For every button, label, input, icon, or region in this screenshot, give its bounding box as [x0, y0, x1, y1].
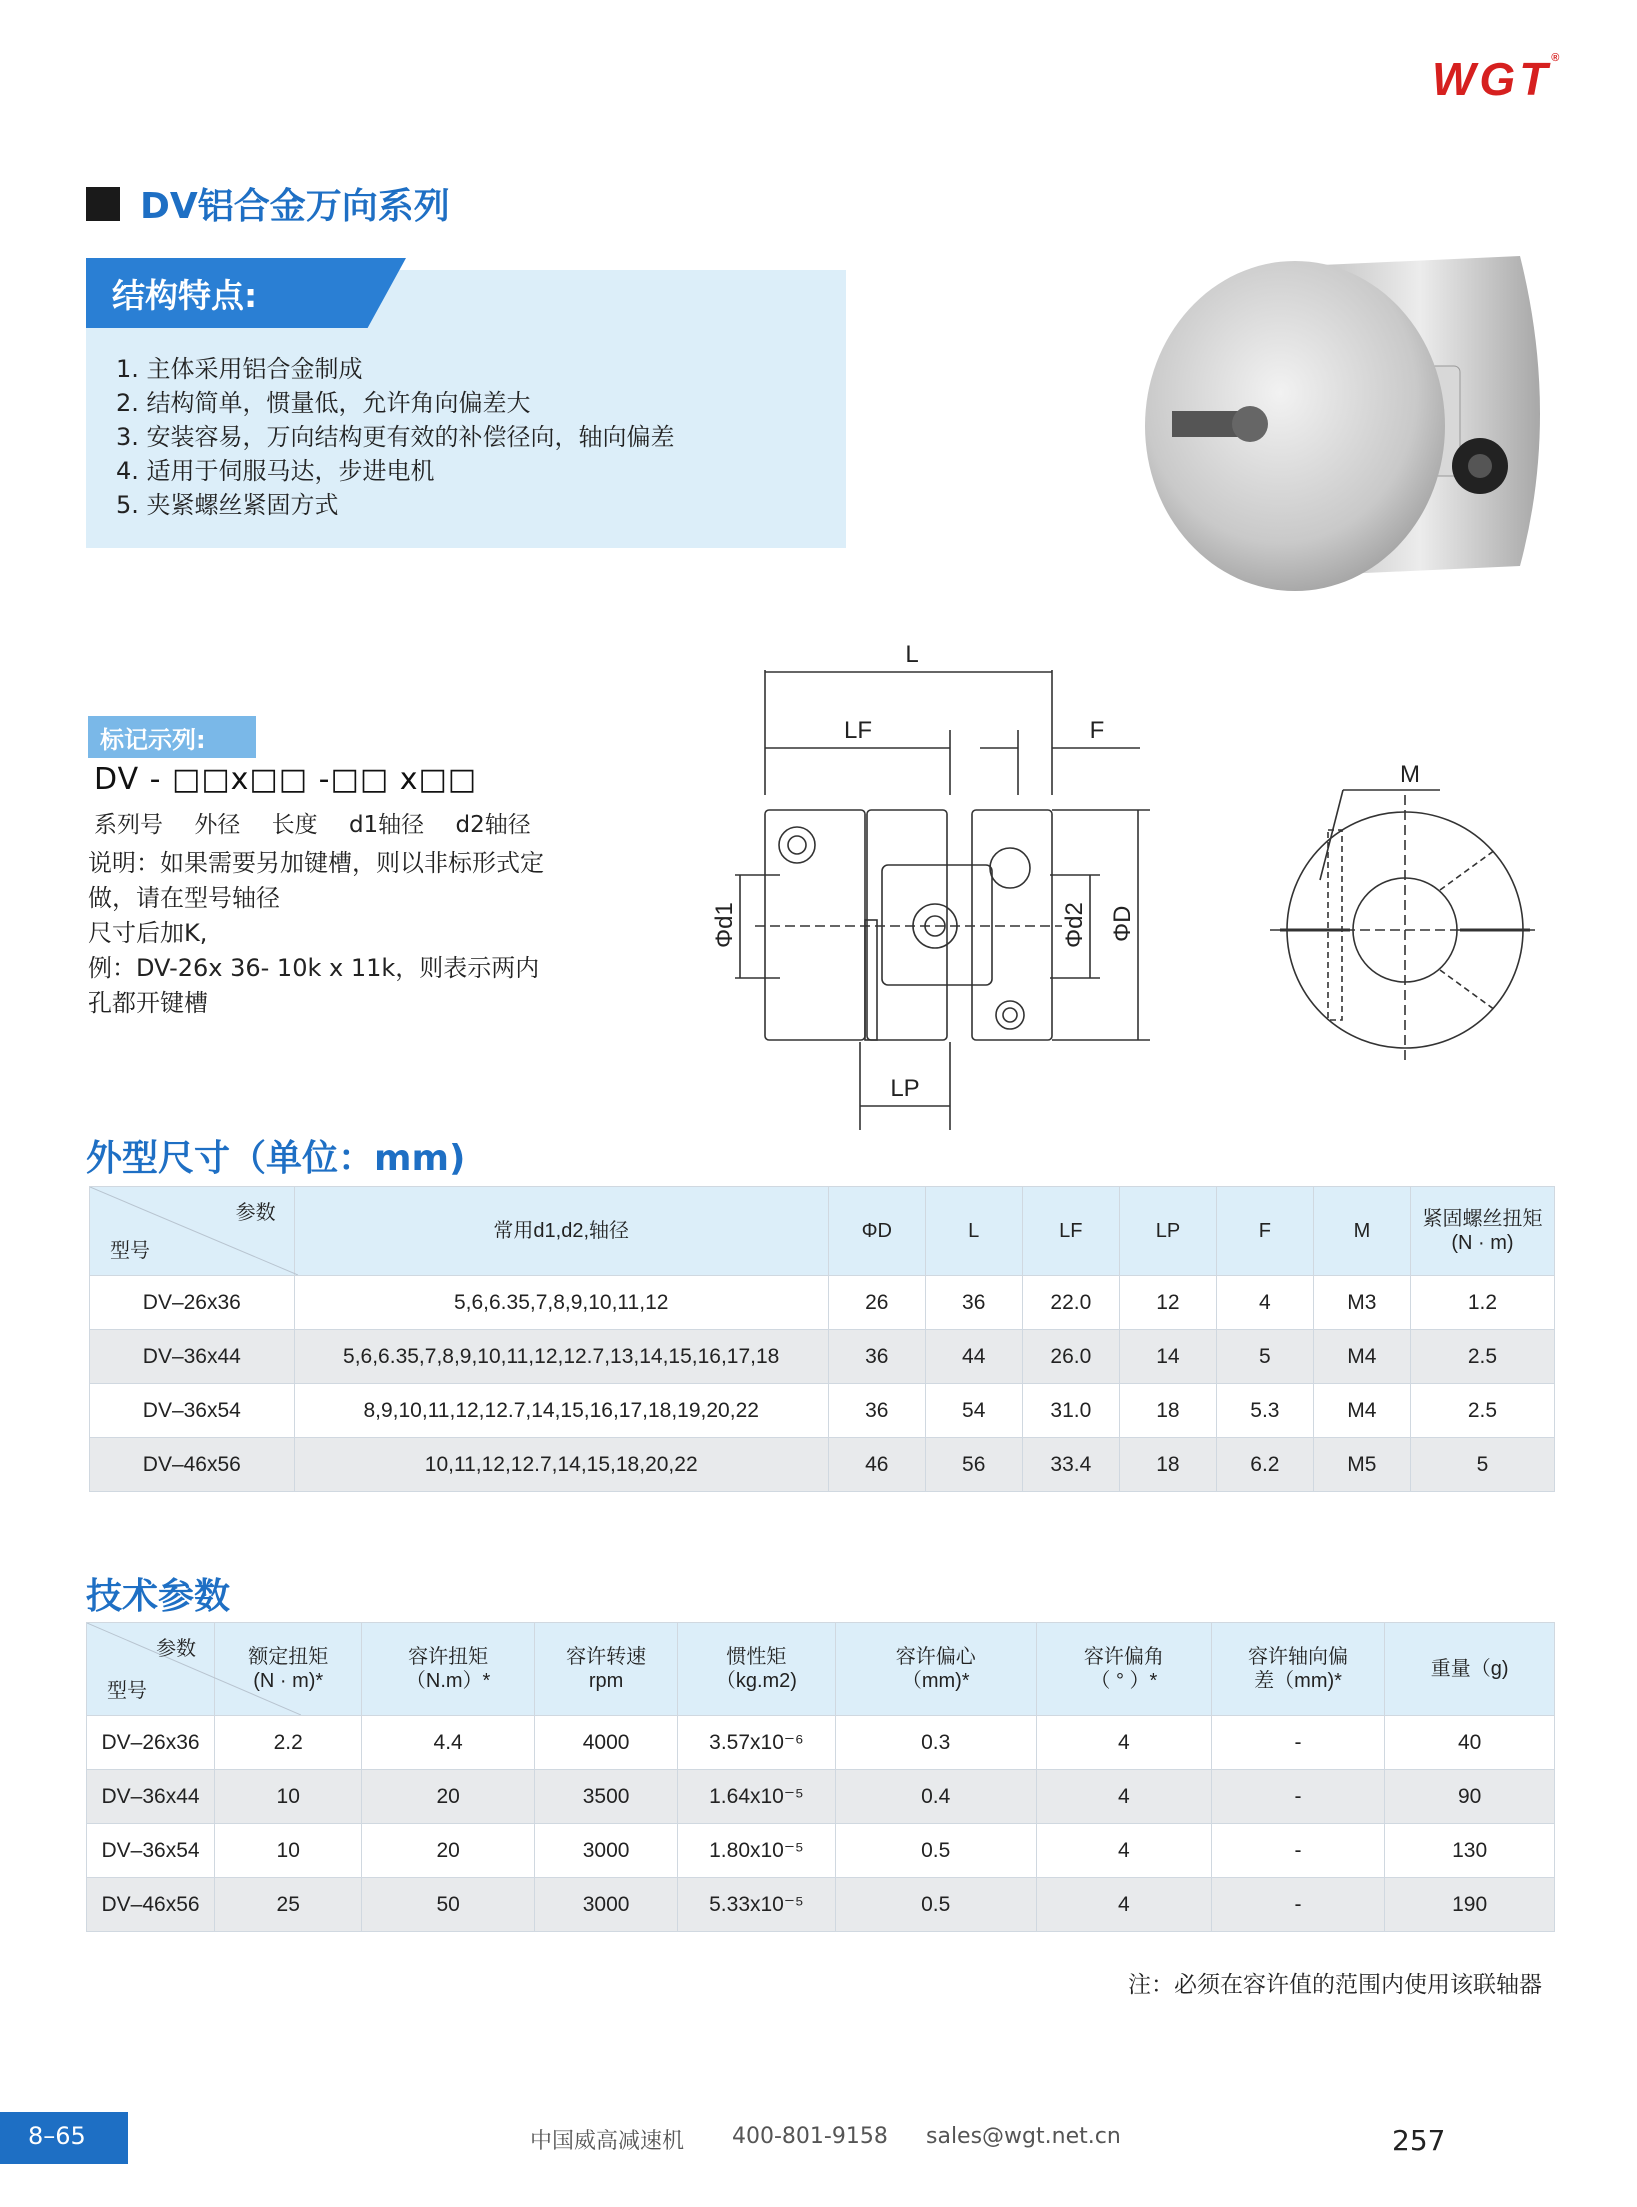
- table-row: [87, 1770, 1555, 1824]
- table-row: [90, 1276, 1555, 1330]
- value-cell: 8,9,10,11,12,12.7,14,15,16,17,18,19,20,22: [294, 1384, 828, 1438]
- col-header: LF: [1022, 1187, 1119, 1276]
- dim-LF: LF: [843, 717, 873, 744]
- page-number: 257: [1392, 2124, 1446, 2157]
- marking-heading: 标记示列:: [100, 726, 206, 754]
- page-title: DV铝合金万向系列: [140, 186, 450, 227]
- col-header: M: [1313, 1187, 1410, 1276]
- table-row: [87, 1716, 1555, 1770]
- marking-label: 系列号: [94, 812, 163, 838]
- value-cell: 36: [828, 1384, 925, 1438]
- value-cell: 5.3: [1216, 1384, 1313, 1438]
- value-cell: 0.5: [835, 1824, 1036, 1878]
- model-cell: DV–36x44: [90, 1330, 295, 1384]
- value-cell: 0.5: [835, 1878, 1036, 1932]
- value-cell: 50: [362, 1878, 535, 1932]
- dim-d1: Φd1: [711, 902, 738, 948]
- dim-D: ΦD: [1109, 905, 1136, 942]
- tech-corner: [87, 1623, 215, 1716]
- section-page-badge: [0, 2112, 128, 2164]
- coupling-photo: [1100, 236, 1560, 616]
- value-cell: 26.0: [1022, 1330, 1119, 1384]
- section-page: 8–65: [28, 2122, 86, 2150]
- value-cell: 190: [1385, 1878, 1555, 1932]
- col-header: 容许轴向偏差（mm)*: [1211, 1623, 1384, 1716]
- value-cell: 44: [925, 1330, 1022, 1384]
- table-row: [87, 1824, 1555, 1878]
- value-cell: 5,6,6.35,7,8,9,10,11,12: [294, 1276, 828, 1330]
- value-cell: 130: [1385, 1824, 1555, 1878]
- value-cell: 2.2: [215, 1716, 362, 1770]
- value-cell: -: [1211, 1716, 1384, 1770]
- col-header: 容许偏心（mm)*: [835, 1623, 1036, 1716]
- col-header: 紧固螺丝扭矩(N · m): [1410, 1187, 1554, 1276]
- marking-tab: [88, 716, 256, 758]
- value-cell: 18: [1120, 1438, 1217, 1492]
- value-cell: 3.57x10⁻⁶: [678, 1716, 835, 1770]
- value-cell: 12: [1120, 1276, 1217, 1330]
- value-cell: 4.4: [362, 1716, 535, 1770]
- marking-label: d1轴径: [348, 812, 425, 838]
- value-cell: 10: [215, 1770, 362, 1824]
- value-cell: 3500: [534, 1770, 677, 1824]
- value-cell: 5,6,6.35,7,8,9,10,11,12,12.7,13,14,15,16,17,18: [294, 1330, 828, 1384]
- dim-LP: LP: [890, 1075, 920, 1102]
- wgt-logo: WGT®: [1432, 52, 1564, 105]
- note-line: 孔都开键槽: [88, 989, 208, 1017]
- col-header: L: [925, 1187, 1022, 1276]
- col-header: 容许转速rpm: [534, 1623, 677, 1716]
- marking-label: 外径: [194, 812, 241, 838]
- col-header: 常用d1,d2,轴径: [294, 1187, 828, 1276]
- col-header: LP: [1120, 1187, 1217, 1276]
- value-cell: 46: [828, 1438, 925, 1492]
- dim-d2: Φd2: [1061, 902, 1088, 948]
- feature-item: 1. 主体采用铝合金制成: [116, 355, 363, 383]
- marking-label: d2轴径: [455, 812, 531, 838]
- col-header: F: [1216, 1187, 1313, 1276]
- value-cell: 1.80x10⁻⁵: [678, 1824, 835, 1878]
- col-header: 额定扭矩(N · m)*: [215, 1623, 362, 1716]
- value-cell: -: [1211, 1824, 1384, 1878]
- value-cell: 1.64x10⁻⁵: [678, 1770, 835, 1824]
- table-row: [90, 1330, 1555, 1384]
- value-cell: M5: [1313, 1438, 1410, 1492]
- value-cell: 4: [1036, 1824, 1211, 1878]
- model-cell: DV–26x36: [87, 1716, 215, 1770]
- value-cell: M3: [1313, 1276, 1410, 1330]
- value-cell: 0.3: [835, 1716, 1036, 1770]
- col-header: 重量（g): [1385, 1623, 1555, 1716]
- value-cell: 2.5: [1410, 1330, 1554, 1384]
- value-cell: -: [1211, 1770, 1384, 1824]
- value-cell: 5: [1410, 1438, 1554, 1492]
- dims-heading: 外型尺寸（单位：mm): [86, 1138, 466, 1179]
- value-cell: M4: [1313, 1330, 1410, 1384]
- value-cell: 14: [1120, 1330, 1217, 1384]
- note-line: 做，请在型号轴径: [88, 884, 280, 912]
- value-cell: 26: [828, 1276, 925, 1330]
- title-marker: [86, 187, 120, 221]
- dims-corner: [90, 1187, 295, 1276]
- model-cell: DV–46x56: [90, 1438, 295, 1492]
- value-cell: 36: [828, 1330, 925, 1384]
- feature-item: 3. 安装容易，万向结构更有效的补偿径向，轴向偏差: [116, 423, 675, 451]
- model-cell: DV–26x36: [90, 1276, 295, 1330]
- corner-model: 型号: [107, 1680, 147, 1702]
- value-cell: 90: [1385, 1770, 1555, 1824]
- features-list: [116, 352, 675, 522]
- value-cell: 10: [215, 1824, 362, 1878]
- note-line: 尺寸后加K,: [88, 919, 208, 947]
- marking-labels: [94, 806, 555, 839]
- value-cell: M4: [1313, 1384, 1410, 1438]
- technical-drawing: [680, 630, 1560, 1140]
- tech-heading: 技术参数: [86, 1576, 231, 1617]
- value-cell: 22.0: [1022, 1276, 1119, 1330]
- col-header: 容许偏角（ ° ）*: [1036, 1623, 1211, 1716]
- corner-param: 参数: [156, 1638, 197, 1660]
- value-cell: 6.2: [1216, 1438, 1313, 1492]
- feature-item: 2. 结构简单，惯量低，允许角向偏差大: [116, 389, 531, 417]
- feature-item: 4. 适用于伺服马达，步进电机: [116, 457, 435, 485]
- footnote: 注：必须在容许值的范围内使用该联轴器: [1128, 1972, 1542, 1998]
- model-cell: DV–36x54: [90, 1384, 295, 1438]
- value-cell: 4: [1216, 1276, 1313, 1330]
- features-heading: 结构特点:: [112, 276, 258, 315]
- table-row: [90, 1384, 1555, 1438]
- value-cell: 31.0: [1022, 1384, 1119, 1438]
- value-cell: -: [1211, 1878, 1384, 1932]
- value-cell: 56: [925, 1438, 1022, 1492]
- value-cell: 54: [925, 1384, 1022, 1438]
- value-cell: 10,11,12,12.7,14,15,18,20,22: [294, 1438, 828, 1492]
- value-cell: 4: [1036, 1770, 1211, 1824]
- value-cell: 18: [1120, 1384, 1217, 1438]
- value-cell: 1.2: [1410, 1276, 1554, 1330]
- model-cell: DV–36x44: [87, 1770, 215, 1824]
- col-header: 惯性矩（kg.m2): [678, 1623, 835, 1716]
- value-cell: 5.33x10⁻⁵: [678, 1878, 835, 1932]
- corner-model: 型号: [110, 1240, 150, 1262]
- value-cell: 20: [362, 1824, 535, 1878]
- model-cell: DV–36x54: [87, 1824, 215, 1878]
- corner-param: 参数: [235, 1202, 276, 1224]
- dim-F: F: [1089, 717, 1105, 744]
- marking-label: 长度: [271, 812, 318, 838]
- dim-L: L: [905, 641, 919, 668]
- footer-phone: 400-801-9158: [732, 2124, 888, 2149]
- model-cell: DV–46x56: [87, 1878, 215, 1932]
- note-line: 例：DV-26x 36- 10k x 11k，则表示两内: [88, 954, 540, 982]
- table-row: [90, 1438, 1555, 1492]
- value-cell: 40: [1385, 1716, 1555, 1770]
- col-header: ΦD: [828, 1187, 925, 1276]
- feature-item: 5. 夹紧螺丝紧固方式: [116, 491, 339, 519]
- value-cell: 36: [925, 1276, 1022, 1330]
- marking-note: [88, 846, 608, 1021]
- col-header: 容许扭矩（N.m）*: [362, 1623, 535, 1716]
- value-cell: 4: [1036, 1716, 1211, 1770]
- value-cell: 3000: [534, 1824, 677, 1878]
- marking-code: DV - □□x□□ -□□ x□□: [94, 762, 478, 797]
- dims-table: [89, 1186, 1555, 1492]
- value-cell: 25: [215, 1878, 362, 1932]
- value-cell: 33.4: [1022, 1438, 1119, 1492]
- value-cell: 20: [362, 1770, 535, 1824]
- value-cell: 5: [1216, 1330, 1313, 1384]
- table-row: [87, 1878, 1555, 1932]
- note-line: 说明：如果需要另加键槽，则以非标形式定: [88, 849, 544, 877]
- value-cell: 2.5: [1410, 1384, 1554, 1438]
- value-cell: 0.4: [835, 1770, 1036, 1824]
- dim-M: M: [1400, 761, 1420, 788]
- tech-table: [86, 1622, 1555, 1932]
- value-cell: 4000: [534, 1716, 677, 1770]
- footer-company: 中国威高减速机: [530, 2129, 685, 2154]
- footer-email[interactable]: sales@wgt.net.cn: [926, 2124, 1121, 2149]
- value-cell: 3000: [534, 1878, 677, 1932]
- value-cell: 4: [1036, 1878, 1211, 1932]
